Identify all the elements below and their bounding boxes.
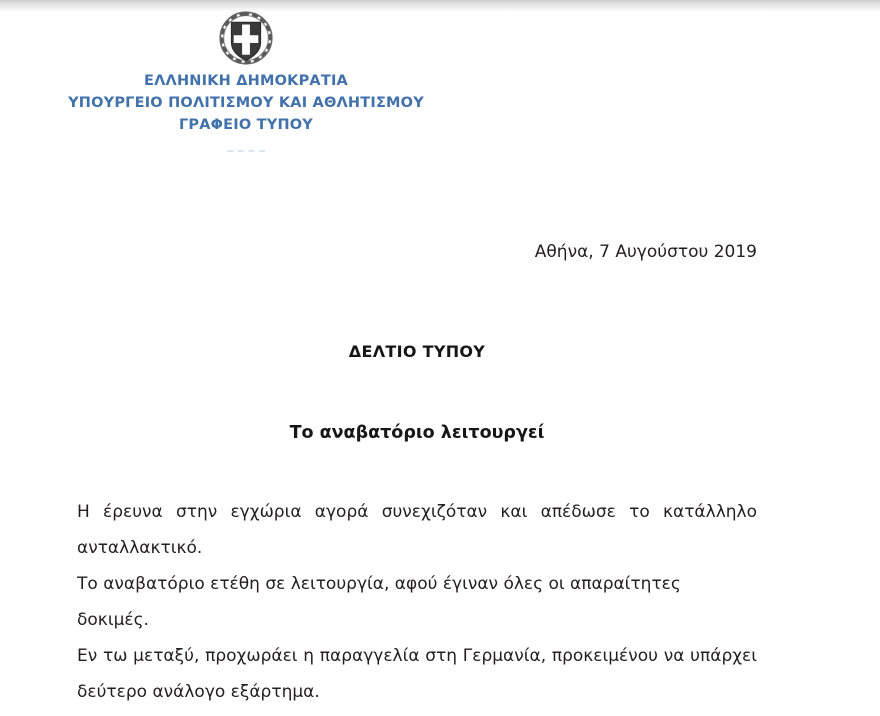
letterhead-line-republic: ΕΛΛΗΝΙΚΗ ΔΗΜΟΚΡΑΤΙΑ: [144, 73, 348, 89]
body-paragraph: Το αναβατόριο ετέθη σε λειτουργία, αφού έγιναν όλες οι απαραίτητες δοκιμές.: [77, 574, 681, 630]
letterhead-line-press-office: ΓΡΑΦΕΙΟ ΤΥΠΟΥ: [178, 117, 314, 133]
press-release-label: ΔΕΛΤΙΟ ΤΥΠΟΥ: [348, 342, 486, 361]
letterhead: [0, 10, 492, 154]
letterhead-line-ministry: ΥΠΟΥΡΓΕΙΟ ΠΟΛΙΤΙΣΜΟΥ ΚΑΙ ΑΘΛΗΤΙΣΜΟΥ: [68, 95, 424, 111]
body-paragraph: Εν τω μεταξύ, προχωράει η παραγγελία στη Γερμανία, προκειμένου να υπάρχει δεύτερο ανάλογο εξάρτημα.: [77, 646, 757, 702]
letterhead-divider: [227, 150, 265, 154]
body-copy: [77, 494, 757, 710]
headline: Το αναβατόριο λειτουργεί: [289, 423, 545, 443]
body-paragraph: Η έρευνα στην εγχώρια αγορά συνεχιζόταν και απέδωσε το κατάλληλο ανταλλακτικό.: [77, 502, 757, 558]
dateline: Αθήνα, 7 Αυγούστου 2019: [534, 242, 757, 262]
greek-republic-coat-of-arms-icon: [218, 10, 274, 66]
